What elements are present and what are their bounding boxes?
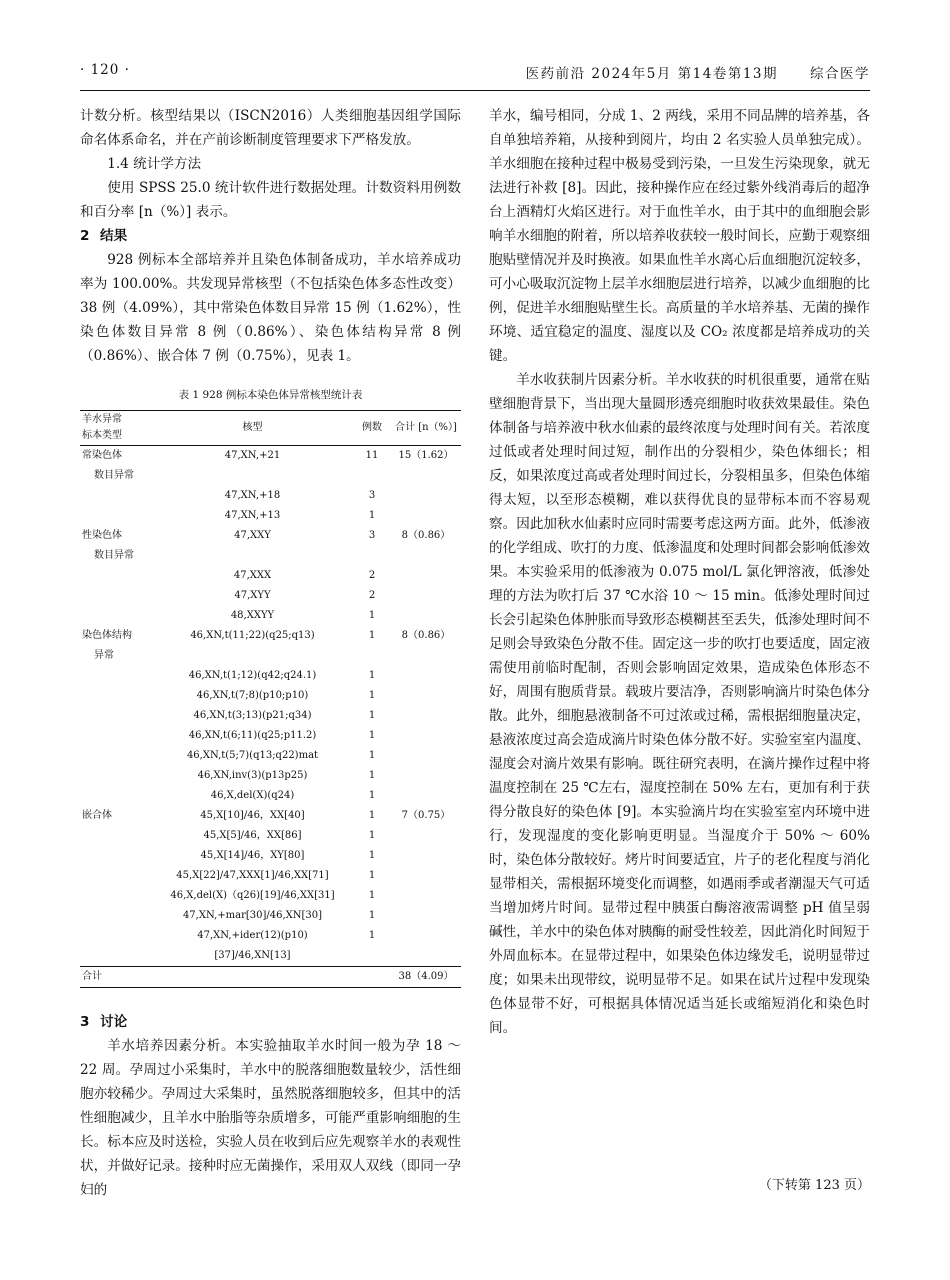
- karyotype-text: 47,XYY: [234, 590, 271, 601]
- journal-info: [526, 62, 870, 82]
- table-row: [80, 766, 461, 786]
- table-row: [80, 706, 461, 726]
- cell-cases: 1: [368, 810, 376, 821]
- specimen-type-line2: 数目异常: [94, 550, 134, 561]
- cell-karyotype: [152, 766, 353, 786]
- header-cases: 例数: [353, 411, 391, 446]
- section-number: 2: [80, 228, 90, 244]
- table-row: [80, 806, 461, 826]
- cell-total: [391, 666, 461, 686]
- karyotype-text: 45,X[14]/46，XY[80]: [200, 850, 305, 861]
- section-heading-2: [80, 224, 461, 248]
- cell-specimen-type: [80, 706, 152, 726]
- cell-total: [391, 926, 461, 967]
- cell-cases: 1: [368, 910, 376, 921]
- paragraph-right-2: 羊水收获制片因素分析。羊水收获的时机很重要，通常在贴壁细胞背景下，当出现大量圆形透亮细胞时收获效果最佳。染色体制备与培养液中秋水仙素的最终浓度与处理时间有关。若浓度过低或者处理时间过短，制作出的分裂相少，染色体细长；相反，如果浓度过高或者处理时间过长，分裂相虽多，但染色体缩得太短，以至形态模糊，难以获得优良的显带标本而不容易观察。因此加秋水仙素时应同时需要考虑这两方面。此外，低渗液的化学组成、吹打的力度、低渗温度和处理时间都会影响低渗效果。本实验采用的低渗液为 0.075 mol/L 氯化钾溶液，低渗处理的方法为吹打后 37 ℃水浴 10 ～ 15 min。低渗处理时间过长会引起染色体肿胀而导致形态模糊甚至丢失，低渗处理时间不足则会导致染色分散不佳。固定这一步的吹打也要适度，固定液需使用前临时配制，否则会影响固定效果，造成染色体形态不好，周围有胞质背景。载玻片要洁净，否则影响滴片时染色体分散。此外，细胞悬液制备不可过浓或过稀，需根据细胞量决定，悬液浓度过高会造成滴片时染色体分散不好。实验室室内温度、湿度会对滴片效果有影响。既往研究表明，在滴片操作过程中将温度控制在 25 ℃左右，湿度控制在 50% 左右，更加有利于获得分散良好的染色体 [9]。本实验滴片均在实验室室内环境中进行，发现湿度的变化影响更明显。当湿度介于 50% ～ 60% 时，染色体分散较好。烤片时间要适宜，片子的老化程度与消化显带相关，需根据环境变化而调整，如遇雨季或者潮湿天气可适当增加烤片时间。显带过程中胰蛋白酶溶液需调整 pH 值呈弱碱性，羊水中的染色体对胰酶的耐受性较差，因此消化时间短于外周血标本。在显带过程中，如果染色体边缘发毛，说明显带过度；如果未出现带纹，说明显带不足。如果在试片过程中发现染色体显带不好，可根据具体情况适当延长或缩短消化和染色时间。: [489, 372, 870, 1036]
- header-type-line1: 羊水异常: [82, 414, 122, 425]
- right-column: [489, 104, 870, 1040]
- cell-cases: 11: [365, 450, 379, 461]
- karyotype-text: 46,XN,t(5;7)(q13;q22)mat: [186, 750, 319, 761]
- left-column: [80, 104, 461, 1202]
- karyotype-text: 47,XN,+ider(12)(p10): [197, 930, 308, 941]
- continued-note: （下转第 123 页）: [758, 1178, 870, 1193]
- cell-karyotype: [152, 866, 353, 886]
- table-1: [80, 386, 461, 988]
- journal-category: 综合医学: [810, 66, 870, 82]
- karyotype-text: 47,XN,+13: [224, 510, 281, 521]
- karyotype-text-cont: [37]/46,XN[13]: [214, 950, 291, 961]
- table-row: [80, 746, 461, 766]
- total-value: 38（4.09）: [391, 967, 461, 988]
- section-title: 讨论: [100, 1014, 128, 1030]
- table-row: [80, 506, 461, 526]
- specimen-type-line2: 数目异常: [94, 470, 134, 481]
- cell-total: [391, 506, 461, 526]
- total-empty-karyotype: [152, 967, 353, 988]
- cell-cases: 2: [368, 590, 376, 601]
- karyotype-text: 45,X[10]/46，XX[40]: [200, 810, 305, 821]
- total-label: 合计: [80, 967, 152, 988]
- cell-total: [391, 606, 461, 626]
- cell-cases: 1: [368, 890, 376, 901]
- table-row: [80, 826, 461, 846]
- cell-karyotype: [152, 486, 353, 506]
- cell-total: [391, 786, 461, 806]
- table-row: [80, 606, 461, 626]
- cell-specimen-type: [80, 806, 152, 826]
- cell-karyotype: [152, 446, 353, 487]
- cell-karyotype: [152, 786, 353, 806]
- cell-total: [391, 846, 461, 866]
- karyotype-text: 46,XN,inv(3)(p13p25): [197, 770, 308, 781]
- cell-cases: 1: [368, 930, 376, 941]
- paragraph-right-1: 羊水，编号相同，分成 1、2 两线，采用不同品牌的培养基，各自单独培养箱，从接种到阅片，均由 2 名实验人员单独完成）。羊水细胞在接种过程中极易受到污染，一旦发生污染现象，就无法进行补救 [8]。因此，接种操作应在经过紫外线消毒后的超净台上酒精灯火焰区进行。对于血性羊水，由于其中的血细胞会影响羊水细胞的附着，所以培养收获较一般时间长，应勤于观察细胞贴壁情况并及时换液。如果血性羊水离心后血细胞沉淀较多，可小心吸取沉淀物上层羊水细胞层进行培养，以减少血细胞的比例，促进羊水细胞贴壁生长。高质量的羊水培养基、无菌的操作环境、适宜稳定的温度、湿度以及 CO₂ 浓度都是培养成功的关键。: [489, 108, 870, 364]
- cell-cases: 1: [368, 630, 376, 641]
- table-row: [80, 446, 461, 487]
- cell-cases: 1: [368, 750, 376, 761]
- cell-total: 15（1.62）: [398, 450, 454, 461]
- karyotype-text: 46,XN,t(6;11)(q25;p11.2): [188, 730, 317, 741]
- cell-specimen-type: [80, 926, 152, 967]
- specimen-type-line2: 异常: [94, 650, 114, 661]
- header-karyotype: 核型: [152, 411, 353, 446]
- header-total: 合计 [n（%）]: [391, 411, 461, 446]
- cell-karyotype: [152, 686, 353, 706]
- cell-specimen-type: [80, 786, 152, 806]
- cell-cases: 1: [368, 830, 376, 841]
- cell-total: [391, 566, 461, 586]
- cell-specimen-type: [80, 626, 152, 666]
- specimen-type-line1: 常染色体: [82, 450, 122, 461]
- karyotype-text: 46,XN,t(11;22)(q25;q13): [190, 630, 315, 641]
- table-row: [80, 846, 461, 866]
- karyotype-text: 46,XN,t(3;13)(p21;q34): [193, 710, 312, 721]
- table-body: [80, 446, 461, 967]
- cell-karyotype: [152, 926, 353, 967]
- cell-total: 8（0.86）: [401, 630, 451, 641]
- cell-karyotype: [152, 586, 353, 606]
- karyotype-text: 45,X[5]/46，XX[86]: [203, 830, 302, 841]
- table-caption: 表 1 928 例标本染色体异常核型统计表: [178, 389, 363, 401]
- cell-cases: 1: [368, 510, 376, 521]
- section-number: 3: [80, 1014, 90, 1030]
- header-rule: [80, 90, 870, 91]
- specimen-type-line1: 染色体结构: [82, 630, 132, 641]
- cell-cases: 2: [368, 570, 376, 581]
- cell-karyotype: [152, 606, 353, 626]
- karyotype-text: 47,XN,+21: [224, 450, 281, 461]
- cell-specimen-type: [80, 526, 152, 566]
- table-row: [80, 786, 461, 806]
- cell-cases: 1: [368, 690, 376, 701]
- cell-karyotype: [152, 626, 353, 666]
- section-heading-1-4: 1.4 统计学方法: [107, 156, 202, 172]
- cell-karyotype: [152, 666, 353, 686]
- paragraph-stats: 使用 SPSS 25.0 统计软件进行数据处理。计数资料用例数和百分率 [n（%）] 表示。: [80, 180, 461, 220]
- table-row: [80, 526, 461, 566]
- cell-total: 8（0.86）: [401, 530, 451, 541]
- cell-karyotype: [152, 526, 353, 566]
- cell-cases: 1: [368, 610, 376, 621]
- cell-total: [391, 826, 461, 846]
- karyotype-text: 46,XN,t(7;8)(p10;p10): [196, 690, 309, 701]
- karyotype-text: 46,X,del(X)(q24): [210, 790, 295, 801]
- cell-karyotype: [152, 846, 353, 866]
- cell-karyotype: [152, 906, 353, 926]
- cell-specimen-type: [80, 606, 152, 626]
- cell-total: [391, 886, 461, 906]
- table-row: [80, 726, 461, 746]
- cell-karyotype: [152, 826, 353, 846]
- karyotype-text: 48,XXYY: [230, 610, 275, 621]
- cell-total: [391, 746, 461, 766]
- cell-cases: 3: [368, 490, 376, 501]
- cell-specimen-type: [80, 446, 152, 487]
- karyotype-text: 45,X[22]/47,XXX[1]/46,XX[71]: [176, 870, 329, 881]
- cell-specimen-type: [80, 886, 152, 906]
- cell-specimen-type: [80, 746, 152, 766]
- cell-total: [391, 766, 461, 786]
- karyotype-text: 47,XXX: [233, 570, 272, 581]
- cell-total: [391, 686, 461, 706]
- cell-specimen-type: [80, 666, 152, 686]
- cell-cases: 3: [368, 530, 376, 541]
- table-row: [80, 586, 461, 606]
- cell-total: 7（0.75）: [401, 810, 451, 821]
- cell-karyotype: [152, 806, 353, 826]
- cell-karyotype: [152, 506, 353, 526]
- cell-total: [391, 906, 461, 926]
- cell-specimen-type: [80, 506, 152, 526]
- paragraph-results: 928 例标本全部培养并且染色体制备成功，羊水培养成功率为 100.00%。共发现异常核型（不包括染色体多态性改变）38 例（4.09%），其中常染色体数目异常 15 例（1.62%），性染色体数目异常 8 例（0.86%）、染色体结构异常 8 例（0.86%）、嵌合体 7 例（0.75%），见表 1。: [80, 252, 461, 364]
- karyotype-text: 46,XN,t(1;12)(q42;q24.1): [188, 670, 317, 681]
- page-number: · 120 ·: [80, 62, 130, 78]
- journal-name: 医药前沿 2024年5月 第14卷第13期: [525, 66, 778, 82]
- cell-karyotype: [152, 726, 353, 746]
- cell-karyotype: [152, 886, 353, 906]
- total-empty-cases: [353, 967, 391, 988]
- header-specimen-type: [80, 411, 152, 446]
- karyotype-text: 47,XXY: [234, 530, 271, 541]
- table-total-row: [80, 967, 461, 988]
- cell-total: [391, 706, 461, 726]
- cell-specimen-type: [80, 726, 152, 746]
- cell-cases: 1: [368, 790, 376, 801]
- cell-cases: 1: [368, 670, 376, 681]
- table-row: [80, 686, 461, 706]
- cell-specimen-type: [80, 906, 152, 926]
- section-heading-3: [80, 1010, 461, 1034]
- cell-total: [391, 726, 461, 746]
- cell-specimen-type: [80, 766, 152, 786]
- karyotype-table: [80, 410, 461, 988]
- cell-karyotype: [152, 706, 353, 726]
- section-title: 结果: [100, 228, 128, 244]
- cell-karyotype: [152, 566, 353, 586]
- cell-cases: 1: [368, 770, 376, 781]
- table-row: [80, 486, 461, 506]
- cell-specimen-type: [80, 866, 152, 886]
- cell-specimen-type: [80, 486, 152, 506]
- table-row: [80, 666, 461, 686]
- cell-total: [391, 586, 461, 606]
- table-row: [80, 866, 461, 886]
- cell-specimen-type: [80, 846, 152, 866]
- cell-cases: 1: [368, 850, 376, 861]
- cell-karyotype: [152, 746, 353, 766]
- specimen-type-line1: 嵌合体: [82, 810, 112, 821]
- cell-total: [391, 866, 461, 886]
- header-type-line2: 标本类型: [82, 430, 122, 441]
- specimen-type-line1: 性染色体: [82, 530, 122, 541]
- cell-cases: 1: [368, 730, 376, 741]
- table-row: [80, 886, 461, 906]
- cell-specimen-type: [80, 586, 152, 606]
- paragraph-discussion: 羊水培养因素分析。本实验抽取羊水时间一般为孕 18 ～ 22 周。孕周过小采集时，羊水中的脱落细胞数量较少，活性细胞亦较稀少。孕周过大采集时，虽然脱落细胞较多，但其中的活性细胞减少，且羊水中胎脂等杂质增多，可能严重影响细胞的生长。标本应及时送检，实验人员在收到后应先观察羊水的表观性状，并做好记录。接种时应无菌操作，采用双人双线（即同一孕妇的: [80, 1038, 461, 1198]
- cell-total: [391, 486, 461, 506]
- karyotype-text: 47,XN,+18: [224, 490, 281, 501]
- table-header-row: [80, 411, 461, 446]
- cell-specimen-type: [80, 686, 152, 706]
- table-row: [80, 566, 461, 586]
- cell-cases: 1: [368, 710, 376, 721]
- running-header: [80, 60, 870, 82]
- karyotype-text: 46,X,del(X)（q26)[19]/46,XX[31]: [170, 890, 335, 901]
- table-row: [80, 626, 461, 666]
- cell-specimen-type: [80, 826, 152, 846]
- karyotype-text: 47,XN,+mar[30]/46,XN[30]: [182, 910, 323, 921]
- table-row: [80, 926, 461, 967]
- cell-cases: 1: [368, 870, 376, 881]
- paragraph-intro: 计数分析。核型结果以（ISCN2016）人类细胞基因组学国际命名体系命名，并在产前诊断制度管理要求下严格发放。: [80, 108, 461, 148]
- cell-specimen-type: [80, 566, 152, 586]
- table-row: [80, 906, 461, 926]
